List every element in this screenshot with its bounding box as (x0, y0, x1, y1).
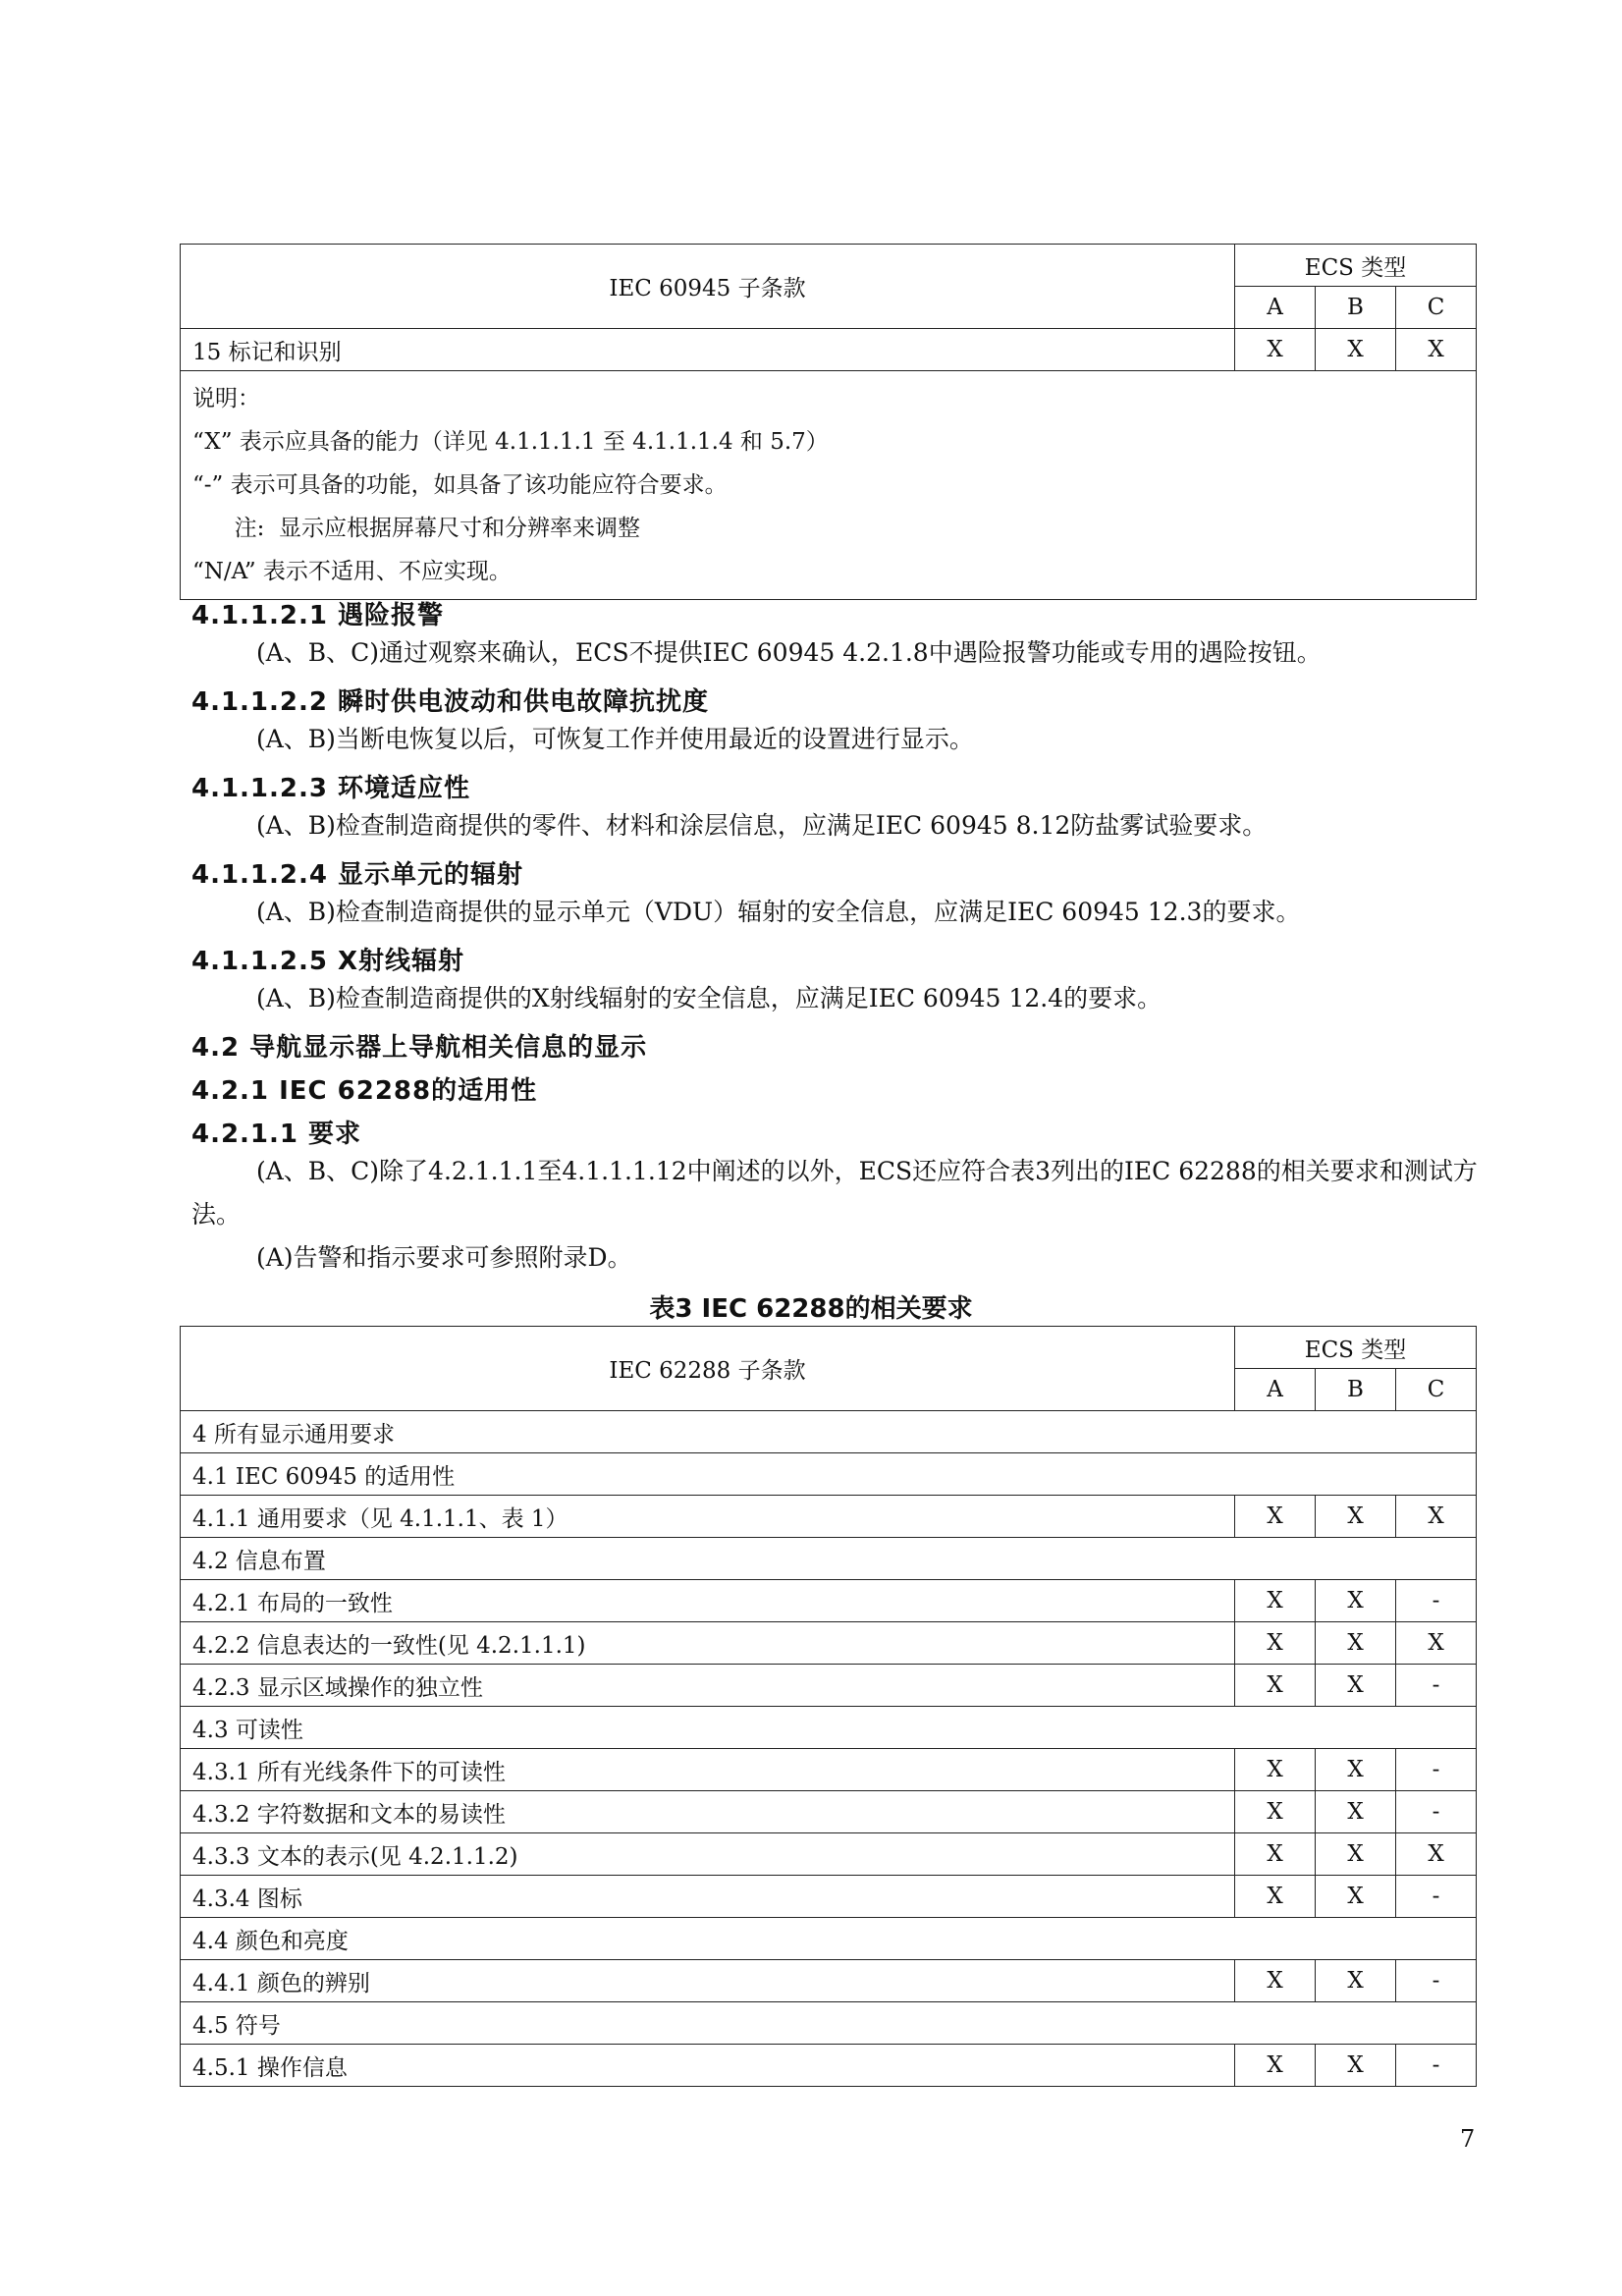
row-c: - (1396, 1791, 1477, 1833)
row-c: - (1396, 1960, 1477, 2002)
section-4-1-1-2-5 (191, 941, 1487, 1020)
page-number: 7 (1460, 2125, 1476, 2153)
table-row (181, 1918, 1477, 1960)
section-heading: 4.2 导航显示器上导航相关信息的显示 (191, 1033, 648, 1063)
row-label: 4.2.2 信息表达的一致性(见 4.2.1.1.1) (181, 1622, 1235, 1665)
section-heading: 4.2.1.1 要求 (191, 1120, 362, 1149)
row-a: X (1235, 1791, 1316, 1833)
table-header-clause: IEC 60945 子条款 (181, 245, 1235, 329)
notes-line: “-” 表示可具备的功能，如具备了该功能应符合要求。 (192, 472, 728, 498)
section-heading: 4.1.1.2.2 瞬时供电波动和供电故障抗扰度 (191, 687, 710, 717)
section-paragraph: (A、B、C)通过观察来确认，ECS不提供IEC 60945 4.2.1.8中遇险报警功能或专用的遇险按钮。 (256, 638, 1322, 667)
table-header-ecs-type: ECS 类型 (1235, 245, 1477, 287)
table-row (181, 1453, 1477, 1496)
table-header-b: B (1316, 287, 1396, 329)
table-row (181, 1707, 1477, 1749)
row-c: - (1396, 2045, 1477, 2087)
section-paragraph: (A)告警和指示要求可参照附录D。 (256, 1243, 632, 1272)
notes-line: 注: 显示应根据屏幕尺寸和分辨率来调整 (220, 516, 640, 541)
table-header-c: C (1396, 287, 1477, 329)
table-row (181, 1960, 1477, 2002)
row-a: X (1235, 1622, 1316, 1665)
section-heading: 4.1.1.2.3 环境适应性 (191, 774, 471, 803)
section-4-1-1-2-2 (191, 682, 1487, 761)
table-iec62288 (180, 1326, 1477, 2087)
section-4-2-1 (191, 1070, 1487, 1107)
row-a: X (1235, 329, 1316, 371)
section-4-2 (191, 1027, 1487, 1064)
row-c: X (1396, 329, 1477, 371)
row-label: 4.2.3 显示区域操作的独立性 (181, 1665, 1235, 1707)
section-4-1-1-2-3 (191, 768, 1487, 847)
table-header-a: A (1235, 1369, 1316, 1411)
section-paragraph: (A、B)检查制造商提供的零件、材料和涂层信息，应满足IEC 60945 8.12防盐雾试验要求。 (256, 811, 1268, 840)
table-row (181, 1876, 1477, 1918)
row-a: X (1235, 1749, 1316, 1791)
table-row (181, 1791, 1477, 1833)
table-row (181, 1665, 1477, 1707)
row-b: X (1316, 1580, 1396, 1622)
table-header-c: C (1396, 1369, 1477, 1411)
row-label: 4.1.1 通用要求（见 4.1.1.1、表 1） (181, 1496, 1235, 1538)
row-label: 15 标记和识别 (181, 329, 1235, 371)
row-label: 4.3.1 所有光线条件下的可读性 (181, 1749, 1235, 1791)
table3-caption: 表3 IEC 62288的相关要求 (649, 1294, 973, 1324)
row-b: X (1316, 1749, 1396, 1791)
row-c: - (1396, 1876, 1477, 1918)
section-heading: 4.2.1 IEC 62288的适用性 (191, 1076, 538, 1106)
table-row (181, 1496, 1477, 1538)
row-label: 4.3.2 字符数据和文本的易读性 (181, 1791, 1235, 1833)
row-label: 4.2 信息布置 (181, 1538, 1477, 1580)
row-a: X (1235, 1580, 1316, 1622)
row-c: X (1396, 1496, 1477, 1538)
section-heading: 4.1.1.2.4 显示单元的辐射 (191, 860, 524, 890)
table-notes (181, 371, 1477, 600)
row-label: 4.3.4 图标 (181, 1876, 1235, 1918)
table-row (181, 2045, 1477, 2087)
row-b: X (1316, 1665, 1396, 1707)
row-c: - (1396, 1749, 1477, 1791)
row-b: X (1316, 1833, 1396, 1876)
table-header-ecs-type: ECS 类型 (1235, 1327, 1477, 1369)
section-heading: 4.1.1.2.5 X射线辐射 (191, 947, 465, 976)
table-row (181, 329, 1477, 371)
section-paragraph: (A、B)检查制造商提供的X射线辐射的安全信息，应满足IEC 60945 12.4的要求。 (256, 984, 1162, 1012)
row-label: 4.4 颜色和亮度 (181, 1918, 1477, 1960)
row-label: 4.3 可读性 (181, 1707, 1477, 1749)
row-a: X (1235, 1876, 1316, 1918)
row-label: 4.5 符号 (181, 2002, 1477, 2045)
row-b: X (1316, 2045, 1396, 2087)
row-label: 4.3.3 文本的表示(见 4.2.1.1.2) (181, 1833, 1235, 1876)
row-b: X (1316, 1876, 1396, 1918)
row-a: X (1235, 1496, 1316, 1538)
row-a: X (1235, 2045, 1316, 2087)
table-row (181, 1538, 1477, 1580)
row-a: X (1235, 1665, 1316, 1707)
row-label: 4.4.1 颜色的辨别 (181, 1960, 1235, 2002)
notes-line: “X” 表示应具备的能力（详见 4.1.1.1.1 至 4.1.1.1.4 和 5.7） (192, 429, 829, 455)
notes-line: “N/A” 表示不适用、不应实现。 (192, 559, 512, 584)
section-paragraph: (A、B、C)除了4.2.1.1.1至4.1.1.1.12中阐述的以外，ECS还应符合表3列出的IEC 62288的相关要求和测试方法。 (191, 1157, 1478, 1229)
section-paragraph: (A、B)检查制造商提供的显示单元（VDU）辐射的安全信息，应满足IEC 60945 12.3的要求。 (256, 898, 1301, 926)
row-b: X (1316, 1496, 1396, 1538)
notes-title: 说明： (192, 386, 260, 411)
table-row (181, 1411, 1477, 1453)
row-c: X (1396, 1833, 1477, 1876)
table-row (181, 2002, 1477, 2045)
table-row (181, 1580, 1477, 1622)
table-row (181, 1622, 1477, 1665)
section-4-2-1-1 (191, 1114, 1487, 1280)
section-heading: 4.1.1.2.1 遇险报警 (191, 601, 445, 630)
table-header-clause: IEC 62288 子条款 (181, 1327, 1235, 1411)
section-paragraph: (A、B)当断电恢复以后，可恢复工作并使用最近的设置进行显示。 (256, 725, 974, 753)
table-header-a: A (1235, 287, 1316, 329)
row-c: - (1396, 1665, 1477, 1707)
row-b: X (1316, 329, 1396, 371)
row-b: X (1316, 1622, 1396, 1665)
row-label: 4.2.1 布局的一致性 (181, 1580, 1235, 1622)
table-header-b: B (1316, 1369, 1396, 1411)
table-row (181, 1749, 1477, 1791)
section-4-1-1-2-1 (191, 595, 1487, 675)
row-b: X (1316, 1960, 1396, 2002)
row-a: X (1235, 1833, 1316, 1876)
row-a: X (1235, 1960, 1316, 2002)
row-label: 4.1 IEC 60945 的适用性 (181, 1453, 1477, 1496)
row-c: - (1396, 1580, 1477, 1622)
row-label: 4 所有显示通用要求 (181, 1411, 1477, 1453)
section-4-1-1-2-4 (191, 854, 1487, 934)
row-label: 4.5.1 操作信息 (181, 2045, 1235, 2087)
table-row (181, 1833, 1477, 1876)
row-c: X (1396, 1622, 1477, 1665)
table-iec60945 (180, 244, 1477, 600)
row-b: X (1316, 1791, 1396, 1833)
